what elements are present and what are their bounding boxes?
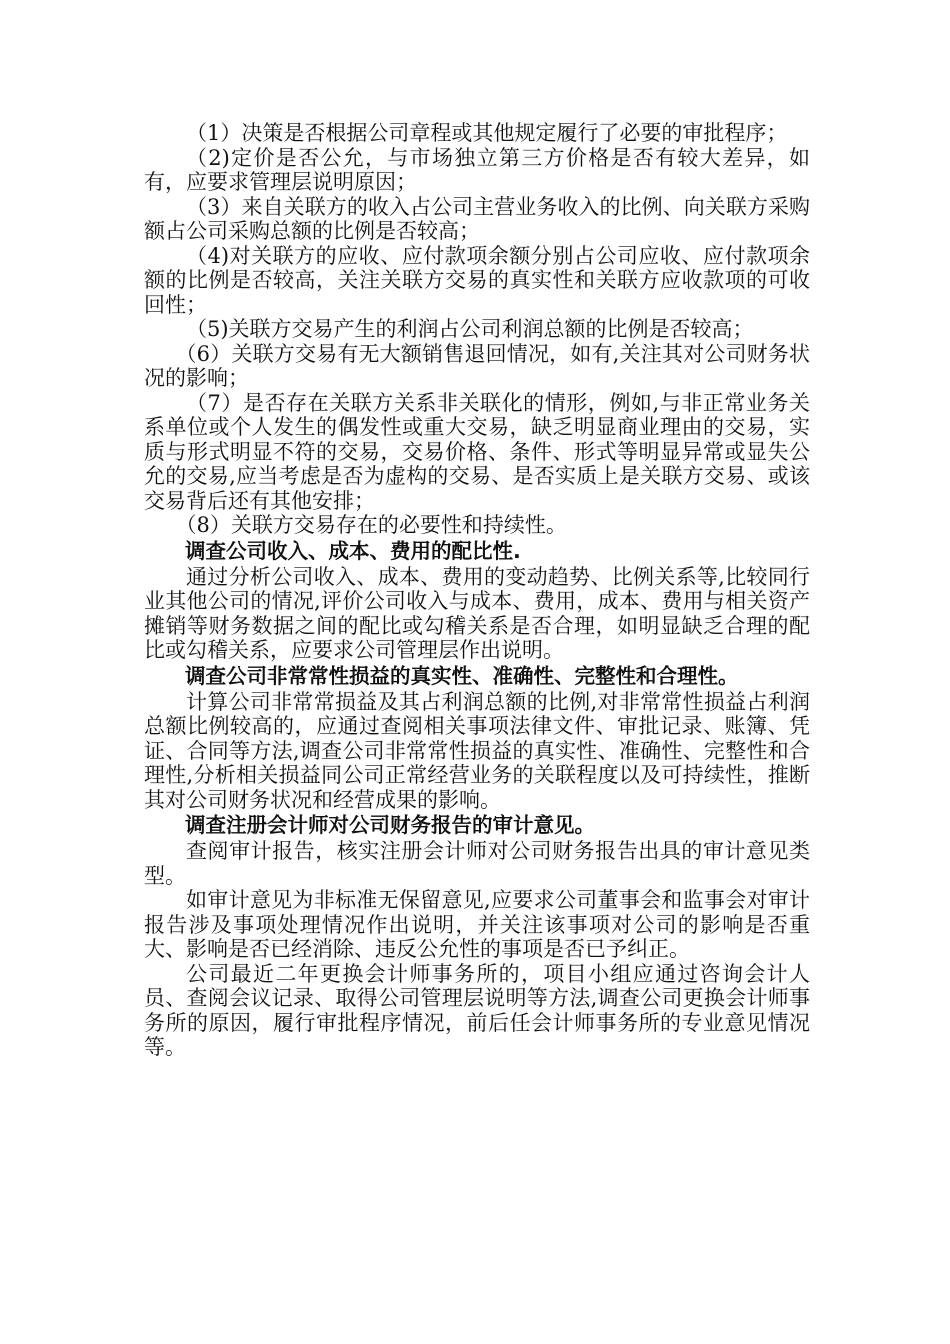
paragraph-ratio: 通过分析公司收入、成本、费用的变动趋势、比例关系等,比较同行业其他公司的情况,评价公司收入与成本、费用，成本、费用与相关资产摊销等财务数据之间的配比或勾稽关系是否合理，如明显缺乏合理的配比或勾稽关系，应要求公司管理层作出说明。: [144, 564, 810, 662]
paragraph-item-6: （6）关联方交易有无大额销售退回情况，如有,关注其对公司财务状况的影响；: [144, 341, 810, 390]
document-page: [144, 121, 810, 1060]
heading-nonrecurring: 调查公司非常常性损益的真实性、准确性、完整性和合理性。: [185, 663, 739, 688]
paragraph-item-8: （8）关联方交易存在的必要性和持续性。: [175, 513, 567, 537]
paragraph-audit-1: 查阅审计报告，核实注册会计师对公司财务报告出具的审计意见类型。: [144, 839, 810, 888]
paragraph-item-4: （4)对关联方的应收、应付款项余额分别占公司应收、应付款项余额的比例是否较高，关注关联方交易的真实性和关联方应收款项的可收回性；: [144, 243, 810, 317]
heading-audit: 调查注册会计师对公司财务报告的审计意见。: [185, 813, 595, 837]
paragraph-item-5: （5)关联方交易产生的利润占公司利润总额的比例是否较高；: [186, 317, 754, 341]
paragraph-audit-3: 公司最近二年更换会计师事务所的，项目小组应通过咨询会计人员、查阅会议记录、取得公司管理层说明等方法,调查公司更换会计师事务所的原因，履行审批程序情况，前后任会计师事务所的专业意见情况等。: [144, 961, 810, 1059]
paragraph-nonrecurring: 计算公司非常常损益及其占利润总额的比例,对非常常性损益占利润总额比例较高的，应通过查阅相关事项法律文件、审批记录、账簿、凭证、合同等方法,调查公司非常常性损益的真实性、准确性、完整性和合理性,分析相关损益同公司正常经营业务的关联程度以及可持续性，推断其对公司财务状况和经营成果的影响。: [144, 689, 810, 812]
paragraph-item-3: （3）来自关联方的收入占公司主营业务收入的比例、向关联方采购额占公司采购总额的比例是否较高；: [144, 194, 810, 243]
paragraph-item-1: （1）决策是否根据公司章程或其他规定履行了必要的审批程序；: [186, 121, 788, 145]
paragraph-item-7: （7）是否存在关联方关系非关联化的情形，例如,与非正常业务关系单位或个人发生的偶发性或重大交易，缺乏明显商业理由的交易，实质与形式明显不符的交易，交易价格、条件、形式等明显异常或显失公允的交易,应当考虑是否为虚构的交易、是否实质上是关联方交易、或该交易背后还有其他安排；: [144, 390, 810, 513]
paragraph-item-2: （2)定价是否公允，与市场独立第三方价格是否有较大差异，如有，应要求管理层说明原因；: [144, 145, 810, 194]
paragraph-audit-2: 如审计意见为非标准无保留意见,应要求公司董事会和监事会对审计报告涉及事项处理情况作出说明，并关注该事项对公司的影响是否重大、影响是否已经消除、违反公允性的事项是否已予纠正。: [144, 888, 810, 961]
heading-ratio: 调查公司收入、成本、费用的配比性.: [185, 538, 521, 563]
